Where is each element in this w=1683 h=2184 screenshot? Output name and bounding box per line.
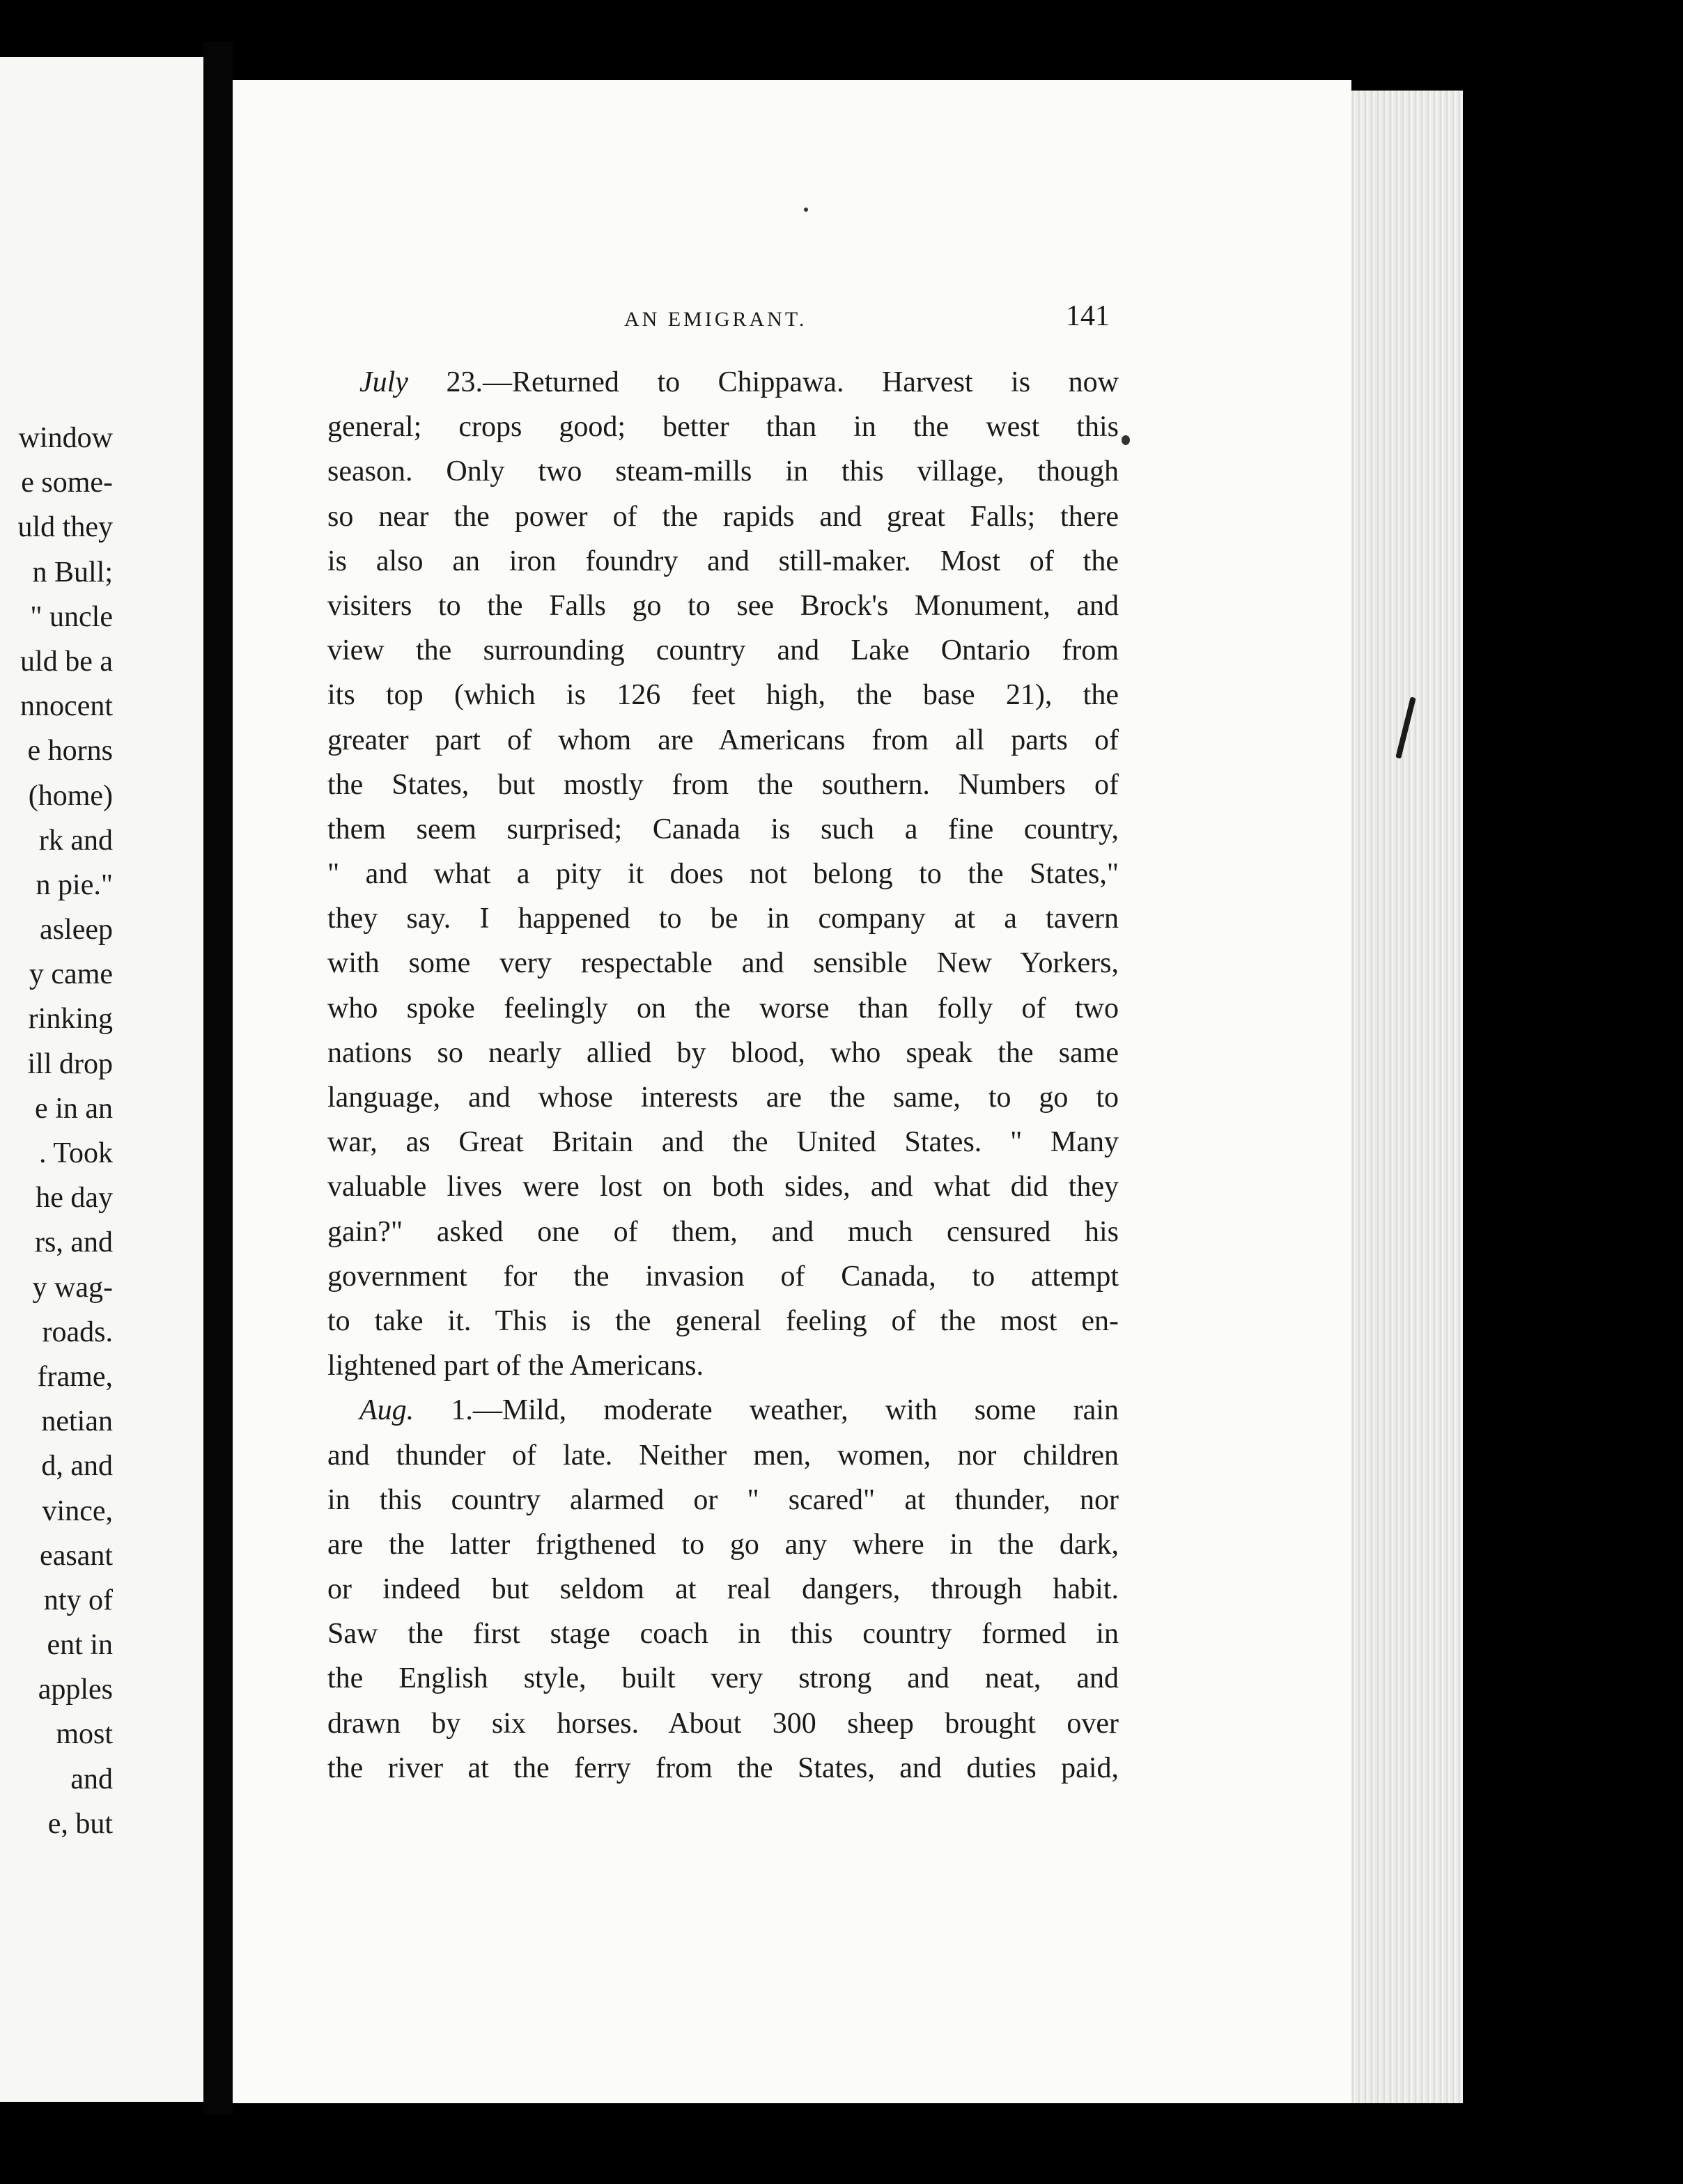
text-line: greater part of whom are Americans from all parts of [327,724,1119,756]
left-page-line: easant [40,1539,113,1572]
text-line [327,1388,1119,1433]
left-page-line: uld be a [20,645,113,678]
left-facing-page [0,57,203,2102]
page-header [233,299,1351,341]
text-line: its top (which is 126 feet high, the base 21), the [327,679,1119,712]
book-gutter [203,42,233,2114]
text-line: are the latter frigthened to go any where in the dark, [327,1528,1119,1561]
entry-first-line: 23.—Returned to Chippawa. Harvest is now [408,366,1119,398]
left-page-line: nnocent [20,690,113,723]
text-line: the States, but mostly from the southern. Numbers of [327,768,1119,801]
left-page-line: and [70,1763,113,1795]
text-line: the English style, built very strong and neat, and [327,1662,1119,1695]
entry-date: July [359,366,408,398]
page-block-edges [1344,91,1463,2103]
left-page-line: asleep [40,914,113,946]
left-page-line: ent in [47,1629,113,1662]
text-line: in this country alarmed or " scared" at thunder, nor [327,1483,1119,1516]
text-line: Saw the first stage coach in this country formed in [327,1618,1119,1651]
left-page-line: vince, [42,1495,113,1527]
text-line: with some very respectable and sensible New Yorkers, [327,947,1119,980]
left-page-line: " uncle [30,600,113,633]
ink-speck [1122,435,1130,445]
ink-speck [804,208,808,212]
left-page-line: netian [41,1405,113,1438]
text-line: the river at the ferry from the States, and duties paid, [327,1752,1119,1784]
text-line: so near the power of the rapids and great Falls; there [327,500,1119,533]
text-line [327,360,1119,405]
text-line: view the surrounding country and Lake Ontario from [327,634,1119,667]
text-line: visiters to the Falls go to see Brock's Monument, and [327,589,1119,622]
text-line: gain?" asked one of them, and much censured his [327,1215,1119,1248]
left-page-line: n pie." [36,868,113,901]
text-line: is also an iron foundry and still-maker. Most of the [327,545,1119,577]
left-page-line: n Bull; [32,556,113,588]
left-page-line: frame, [37,1360,113,1393]
left-page-line: nty of [43,1584,113,1616]
text-line: season. Only two steam-mills in this village, though [327,455,1119,488]
text-line: language, and whose interests are the same, to go to [327,1082,1119,1114]
left-page-line: y wag- [32,1271,113,1304]
body-text [327,360,1119,1791]
left-page-line: rk and [38,824,113,857]
edge-mark [1395,696,1416,758]
left-page-line: . Took [39,1137,113,1169]
page-number: 141 [1066,300,1110,332]
left-page-line: e some- [21,467,113,499]
left-page-line: d, and [41,1450,113,1483]
left-page-line: window [18,422,113,454]
text-line: " and what a pity it does not belong to the States," [327,858,1119,891]
left-page-line: (home) [28,779,113,812]
left-page-line: e, but [47,1807,113,1840]
text-line: nations so nearly allied by blood, who speak the same [327,1036,1119,1069]
text-line: them seem surprised; Canada is such a fine country, [327,813,1119,845]
left-page-line: apples [38,1674,113,1706]
left-page-line: ill drop [27,1047,113,1080]
left-page-line: most [56,1718,113,1751]
left-page-line: rinking [28,1003,113,1036]
text-line: they say. I happened to be in company at a tavern [327,903,1119,935]
left-page-line: rs, and [35,1226,113,1259]
text-line: or indeed but seldom at real dangers, through habit. [327,1573,1119,1606]
left-page-line: e in an [35,1092,113,1125]
left-page-line: roads. [42,1316,113,1348]
running-head: AN EMIGRANT. [624,308,807,331]
text-line: general; crops good; better than in the west this [327,411,1119,444]
text-line: valuable lives were lost on both sides, and what did they [327,1171,1119,1203]
text-line: lightened part of the Americans. [327,1350,704,1382]
left-page-line: y came [29,958,113,991]
text-line: government for the invasion of Canada, to attempt [327,1260,1119,1293]
left-page-line: uld they [17,511,113,544]
text-line: war, as Great Britain and the United States. " Many [327,1126,1119,1159]
text-line: to take it. This is the general feeling of the most en- [327,1304,1119,1337]
entry-first-line: 1.—Mild, moderate weather, with some rain [414,1394,1119,1427]
left-page-line: e horns [27,735,113,767]
right-page [233,80,1351,2103]
text-line: who spoke feelingly on the worse than folly of two [327,992,1119,1024]
text-line: drawn by six horses. About 300 sheep brought over [327,1707,1119,1740]
left-page-line: he day [36,1182,113,1215]
left-page-fragments [18,416,113,1846]
text-line: and thunder of late. Neither men, women, nor children [327,1439,1119,1472]
entry-date: Aug. [359,1394,414,1427]
